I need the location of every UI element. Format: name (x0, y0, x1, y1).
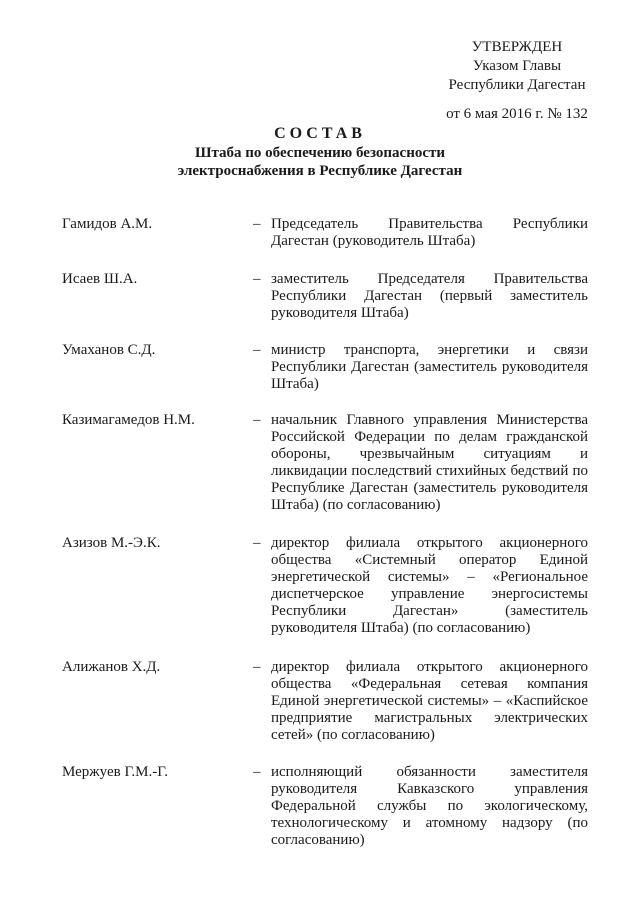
approval-line-1: УТВЕРЖДЕН (471, 39, 563, 55)
document-subtitle-line-1: Штаба по обеспечению безопасности (194, 145, 446, 161)
document-title: СОСТАВ (274, 125, 366, 142)
member-name: Мержуев Г.М.-Г. (62, 764, 168, 780)
member-dash: – (253, 659, 261, 675)
member-role: министр транспорта, энергетики и связи Республики Дагестан (заместитель руководителя Штаба) (271, 342, 588, 392)
member-dash: – (253, 764, 261, 780)
member-name: Умаханов С.Д. (62, 342, 156, 358)
member-role: начальник Главного управления Министерства Российской Федерации по делам гражданской обороны, чрезвычайным ситуациям и ликвидации последствий стихийных бедствий по Республике Дагестан (заместитель руководителя Штаба) (по согласованию) (271, 412, 588, 513)
document-subtitle-line-2: электроснабжения в Республике Дагестан (177, 163, 463, 179)
member-name: Исаев Ш.А. (62, 271, 138, 287)
member-dash: – (253, 342, 261, 358)
member-name: Гамидов А.М. (62, 216, 153, 232)
member-name: Казимагамедов Н.М. (62, 412, 195, 428)
member-role: заместитель Председателя Правительства Республики Дагестан (первый заместитель руководителя Штаба) (271, 271, 588, 321)
approval-line-3: Республики Дагестан (448, 77, 586, 93)
approval-stamp (412, 38, 622, 124)
approval-line-2: Указом Главы (472, 58, 562, 74)
member-dash: – (253, 412, 261, 428)
member-role: исполняющий обязанности заместителя руководителя Кавказского управления Федеральной службы по экологическому, технологическому и атомному надзору (по согласованию) (271, 764, 588, 848)
approval-date: от 6 мая 2016 г. № 132 (446, 106, 588, 122)
member-dash: – (253, 216, 261, 232)
member-role: директор филиала открытого акционерного общества «Системный оператор Единой энергетической системы» – «Региональное диспетчерское управление энергосистемы Республики Дагестан» (заместитель руководителя Штаба) (по согласованию) (271, 535, 588, 636)
member-name: Алижанов Х.Д. (62, 659, 161, 675)
member-dash: – (253, 271, 261, 287)
member-role: Председатель Правительства Республики Дагестан (руководитель Штаба) (271, 216, 588, 249)
member-dash: – (253, 535, 261, 551)
document-heading (0, 124, 640, 180)
member-role: директор филиала открытого акционерного общества «Федеральная сетевая компания Единой энергетической системы» – «Каспийское предприятие магистральных электрических сетей» (по согласованию) (271, 659, 588, 743)
member-name: Азизов М.-Э.К. (62, 535, 161, 551)
